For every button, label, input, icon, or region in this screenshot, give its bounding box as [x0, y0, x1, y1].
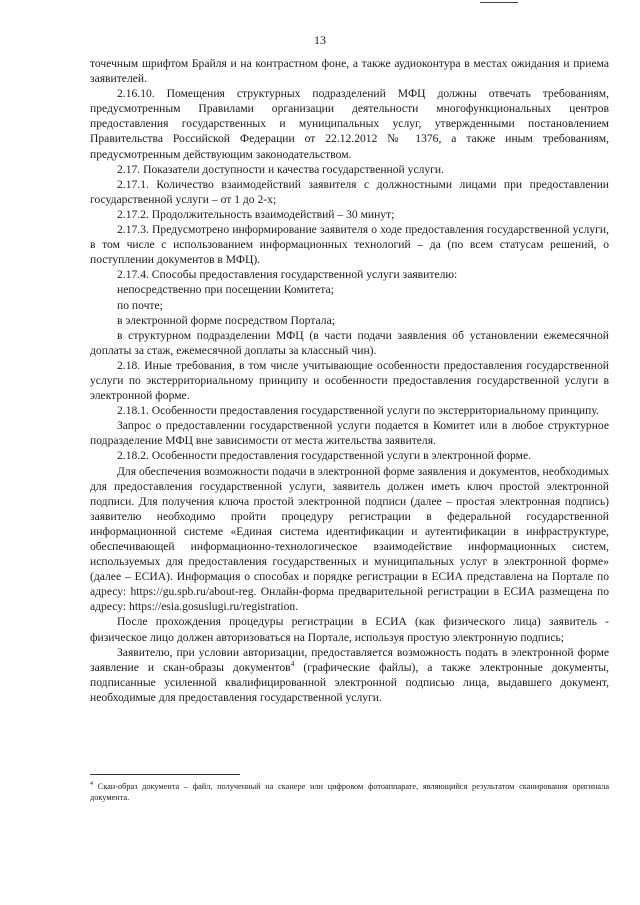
- paragraph: 2.17.3. Предусмотрено информирование заявителя о ходе предоставления государственной услуги, в том числе с использованием информационных технологий – да (по всем статусам решений, о поступлении документов в МФЦ).: [90, 223, 609, 267]
- paragraph: 2.18. Иные требования, в том числе учитывающие особенности предоставления государственной услуги по экстерриториальному принципу и особенности предоставления государственной услуги в электронной форме.: [90, 358, 609, 403]
- footnote-mark: 4: [90, 781, 93, 788]
- paragraph: 2.17. Показатели доступности и качества государственной услуги.: [117, 162, 445, 176]
- footnote-reference: 4: [290, 658, 295, 668]
- paragraph: [90, 645, 609, 705]
- top-rule: [480, 2, 518, 3]
- paragraph: 2.17.4. Способы предоставления государственной услуги заявителю:: [117, 268, 458, 282]
- body-text: [90, 56, 609, 705]
- list-item: в структурном подразделении МФЦ (в части подачи заявления об установлении ежемесячной доплаты за стаж, ежемесячной доплаты за классный чин).: [90, 328, 609, 357]
- paragraph-text: (графические файлы), а также электронные документы, подписанные усиленной квалифицированной электронной подписью лица, выдавшего документ, необходимые для предоставления государственной услуги.: [90, 660, 609, 704]
- list-item: по почте;: [117, 298, 163, 312]
- footnote-rule: [90, 774, 240, 775]
- paragraph: 2.18.1. Особенности предоставления государственной услуги по экстерриториальному принципу.: [117, 404, 599, 418]
- footnote-text: Скан-образ документа – файл, полученный на сканере или цифровом фотоаппарате, являющийся результатом сканирования оригинала документа.: [90, 782, 609, 802]
- paragraph: 2.17.2. Продолжительность взаимодействий – 30 минут;: [117, 207, 395, 221]
- paragraph: 2.16.10. Помещения структурных подразделений МФЦ должны отвечать требованиям, предусмотренным Правилами организации деятельности многофункциональных центров предоставления государственных и муниципальных услуг, утвержденными постановлением Правительства Российской Федерации от 22.12.2012 № 1376, а также иным требованиям, предусмотренным действующим законодательством.: [90, 87, 609, 161]
- paragraph: Для обеспечения возможности подачи в электронной форме заявления и документов, необходимых для предоставления государственной услуги, заявитель должен иметь ключ простой электронной подписи. Для получения ключа простой электронной подписи (далее – простая электронная подпись) заявителю необходимо пройти процедуру регистрации в федеральной государственной информационной системе «Единая система идентификации и аутентификации в инфраструктуре, обеспечивающей информационно-технологическое взаимодействие информационных систем, используемых для предоставления государственных и муниципальных услуг в электронной форме» (далее – ЕСИА). Информация о способах и порядке регистрации в ЕСИА представлена на Портале по адресу: https://gu.spb.ru/about-reg. Онлайн-форма предварительной регистрации в ЕСИА размещена по адресу: https://esia.gosuslugi.ru/registration.: [90, 464, 609, 614]
- paragraph-text: Заявителю, при условии авторизации, предоставляется возможность подать в электронной форме заявление и скан-образы документов: [90, 645, 609, 674]
- paragraph: точечным шрифтом Брайля и на контрастном фоне, а также аудиоконтура в местах ожидания и приема заявителей.: [90, 57, 609, 86]
- list-item: непосредственно при посещении Комитета;: [117, 283, 334, 297]
- paragraph: 2.18.2. Особенности предоставления государственной услуги в электронной форме.: [117, 449, 532, 463]
- footnote: [90, 781, 609, 803]
- paragraph: 2.17.1. Количество взаимодействий заявителя с должностными лицами при предоставлении государственной услуги – от 1 до 2-х;: [90, 177, 609, 206]
- paragraph: После прохождения процедуры регистрации в ЕСИА (как физического лица) заявитель - физическое лицо должен авторизоваться на Портале, используя простую электронную подпись;: [90, 615, 609, 644]
- page-number: 13: [314, 33, 326, 47]
- list-item: в электронной форме посредством Портала;: [117, 313, 335, 327]
- paragraph: Запрос о предоставлении государственной услуги подается в Комитет или в любое структурное подразделение МФЦ вне зависимости от места жительства заявителя.: [90, 419, 609, 448]
